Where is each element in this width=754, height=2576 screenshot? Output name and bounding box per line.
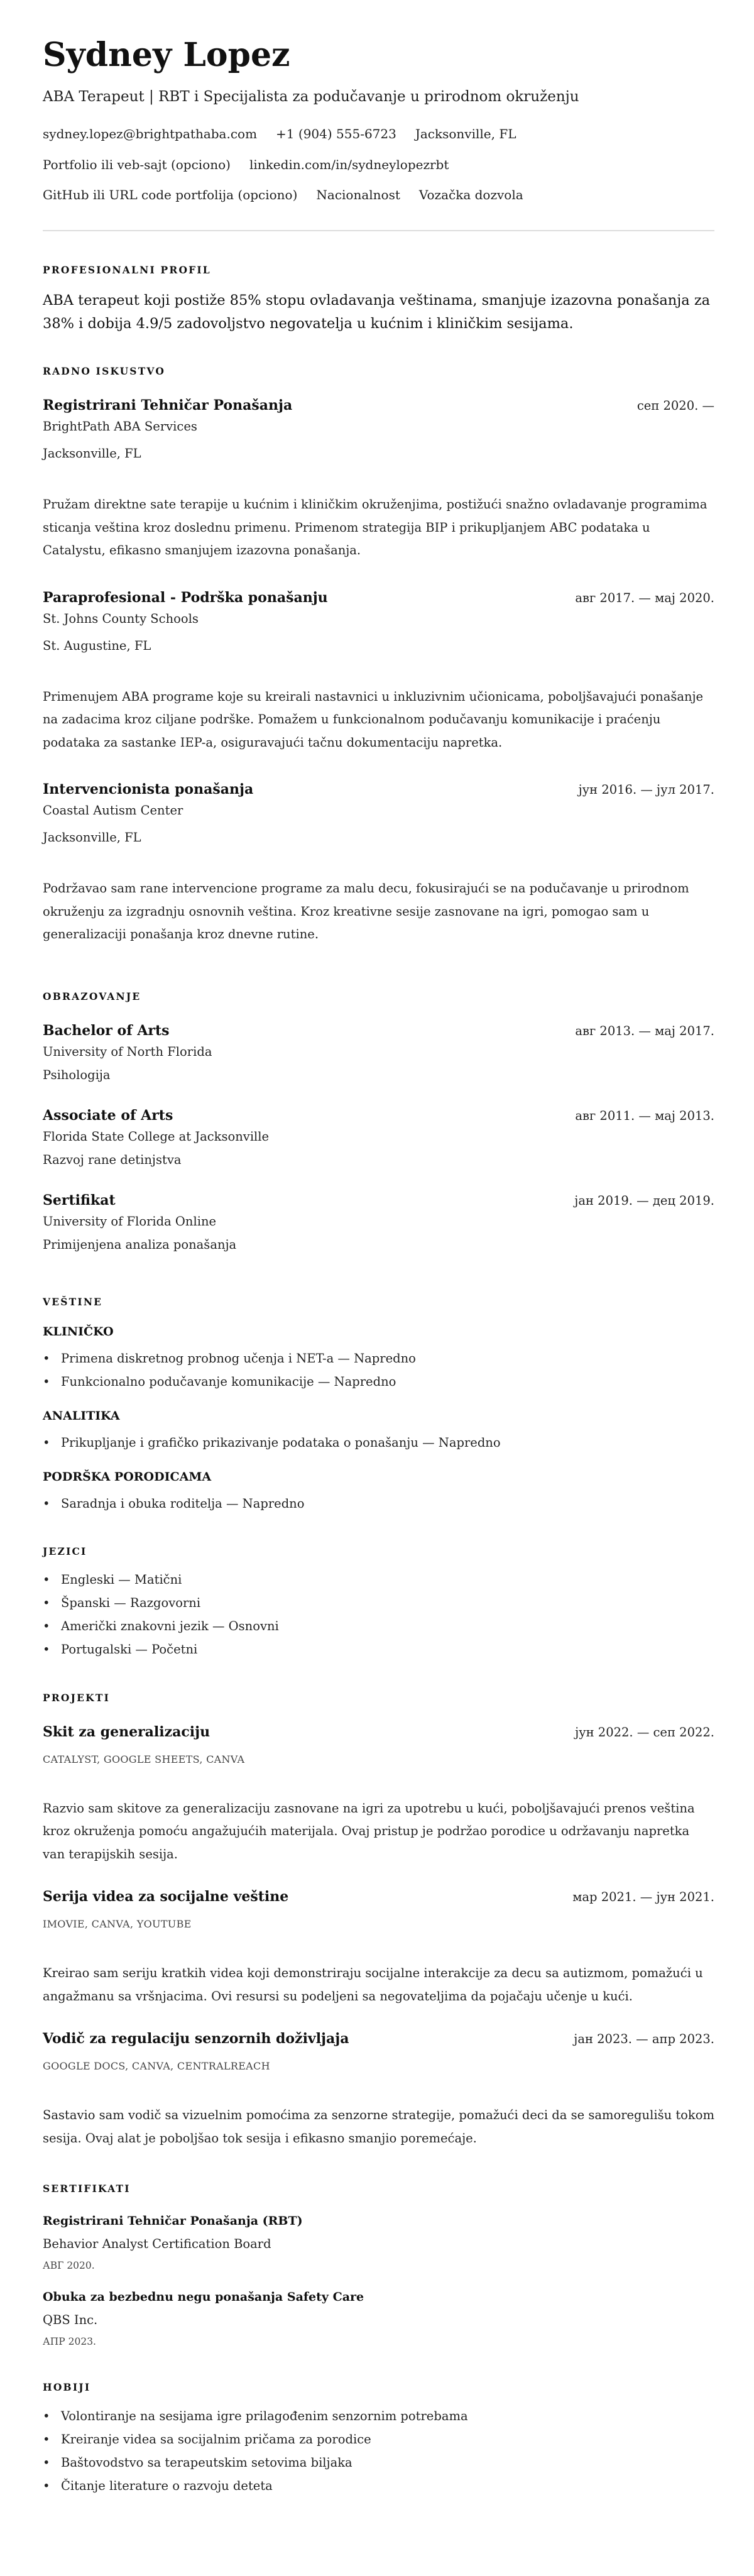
section-heading-profile: PROFESIONALNI PROFIL bbox=[43, 264, 211, 276]
education-entry bbox=[43, 1191, 714, 1254]
section-heading-skills: VEŠTINE bbox=[43, 1295, 103, 1308]
section-heading-projects: PROJEKTI bbox=[43, 1691, 111, 1704]
job-description: Primenujem ABA programe koje su kreirali nastavnici u inkluzivnim učionicama, poboljšavajući ponašanje na zadacima kroz ciljane podrške. Pomažem u funkcionalnom podučavanju komunikacije i praćenju podataka za sastanke IEP-a, osiguravajući tačnu dokumentaciju napretka. bbox=[43, 689, 704, 750]
skill-group-heading: PODRŠKA PORODICAMA bbox=[43, 1469, 212, 1484]
skill-group-heading: ANALITIKA bbox=[43, 1408, 120, 1423]
project-title: Skit za generalizaciju bbox=[43, 1723, 210, 1740]
certification-title: Obuka za bezbednu negu ponašanja Safety Care bbox=[43, 2290, 364, 2304]
job-location: Jacksonville, FL bbox=[43, 446, 141, 461]
hobby-item: • Čitanje literature o razvoju deteta bbox=[43, 2474, 714, 2497]
contact-row bbox=[43, 124, 714, 143]
location: Jacksonville, FL bbox=[415, 126, 516, 141]
skill-item: • Prikupljanje i grafičko prikazivanje podataka o ponašanju — Napredno bbox=[43, 1431, 714, 1454]
project-title: Serija videa za socijalne veštine bbox=[43, 1888, 289, 1905]
language-item: • Portugalski — Početni bbox=[43, 1638, 714, 1661]
phone: +1 (904) 555-6723 bbox=[276, 126, 396, 141]
company-name: Coastal Autism Center bbox=[43, 803, 183, 818]
certification-title: Registrirani Tehničar Ponašanja (RBT) bbox=[43, 2214, 303, 2228]
entry-header bbox=[43, 780, 714, 799]
job-title: Intervencionista ponašanja bbox=[43, 781, 254, 797]
linkedin-link[interactable]: linkedin.com/in/sydneylopezrbt bbox=[249, 157, 449, 172]
field-of-study: Razvoj rane detinjstva bbox=[43, 1152, 182, 1167]
hobby-item: • Kreiranje videa sa socijalnim pričama za porodice bbox=[43, 2428, 714, 2451]
project-dates: јун 2022. — сеп 2022. bbox=[575, 1724, 714, 1740]
hobbies-list bbox=[43, 2404, 714, 2497]
job-title: Paraprofesional - Podrška ponašanju bbox=[43, 589, 328, 606]
job-description: Podržavao sam rane intervencione programe za malu decu, fokusirajući se na podučavanje u prirodnom okruženju za izgradnju osnovnih veština. Kroz kreativne sesije zasnovane na igri, pomogao sam u generalizaciji ponašanja kroz dnevne rutine. bbox=[43, 881, 689, 941]
skill-group-list bbox=[43, 1431, 714, 1454]
company-name: St. Johns County Schools bbox=[43, 611, 199, 626]
divider bbox=[43, 230, 714, 231]
certification-issuer: Behavior Analyst Certification Board bbox=[43, 2237, 271, 2251]
certification-issuer: QBS Inc. bbox=[43, 2313, 98, 2327]
resume-page bbox=[0, 36, 754, 2497]
project-description: Kreirao sam seriju kratkih videa koji demonstriraju socijalne interakcije za decu sa autizmom, pomažući u angažmanu sa vršnjacima. Ovi resursi su podeljeni sa negovateljima da pojačaju učenje u kući. bbox=[43, 1966, 703, 2003]
degree-title: Bachelor of Arts bbox=[43, 1022, 170, 1039]
section-heading-hobbies: HOBIJI bbox=[43, 2381, 91, 2393]
language-item: • Španski — Razgovorni bbox=[43, 1591, 714, 1614]
entry-header bbox=[43, 396, 714, 415]
project-dates: мар 2021. — јун 2021. bbox=[572, 1890, 714, 1904]
experience-entry bbox=[43, 588, 714, 755]
candidate-name: Sydney Lopez bbox=[43, 36, 290, 74]
projects-list bbox=[43, 1723, 714, 2151]
job-dates: авг 2017. — мај 2020. bbox=[575, 590, 714, 605]
email[interactable]: sydney.lopez@brightpathaba.com bbox=[43, 126, 258, 141]
language-item: • Američki znakovni jezik — Osnovni bbox=[43, 1614, 714, 1638]
certifications-list bbox=[43, 2212, 714, 2349]
profile-summary: ABA terapeut koji postiže 85% stopu ovladavanja veštinama, smanjuje izazovna ponašanja za 38% i dobija 4.9/5 zadovoljstvo negovatelja u kućnim i kliničkim sesijama. bbox=[43, 292, 711, 332]
project-description: Razvio sam skitove za generalizaciju zasnovane na igri za upotrebu u kući, poboljšavajući prenos veština kroz okruženja pomoću angažujućih materijala. Ovaj pristup je podržao porodice u održavanju napretka van terapijskih sesija. bbox=[43, 1800, 695, 1861]
degree-title: Associate of Arts bbox=[43, 1107, 173, 1124]
skill-item: • Saradnja i obuka roditelja — Napredno bbox=[43, 1492, 714, 1515]
education-entry bbox=[43, 1106, 714, 1170]
languages-list bbox=[43, 1568, 714, 1661]
skill-item: • Funkcionalno podučavanje komunikacije — Napredno bbox=[43, 1370, 714, 1393]
hobby-item: • Baštovodstvo sa terapeutskim setovima biljaka bbox=[43, 2451, 714, 2474]
project-tech-stack: GOOGLE DOCS, CANVA, CENTRALREACH bbox=[43, 2060, 270, 2072]
entry-header bbox=[43, 1021, 714, 1041]
project-entry bbox=[43, 2029, 714, 2150]
education-list bbox=[43, 1021, 714, 1254]
project-entry bbox=[43, 1723, 714, 1866]
section-heading-education: OBRAZOVANJE bbox=[43, 990, 141, 1002]
skill-group-heading: KLINIČKO bbox=[43, 1324, 114, 1339]
job-location: Jacksonville, FL bbox=[43, 830, 141, 845]
project-description: Sastavio sam vodič sa vizuelnim pomoćima za senzorne strategije, pomažući deci da se samoregulišu tokom sesija. Ovaj alat je poboljšao tok sesija i efikasno smanjio poremećaje. bbox=[43, 2108, 714, 2146]
education-entry bbox=[43, 1021, 714, 1085]
experience-list bbox=[43, 396, 714, 946]
school-name: Florida State College at Jacksonville bbox=[43, 1129, 270, 1144]
skill-group-list bbox=[43, 1492, 714, 1515]
experience-entry bbox=[43, 780, 714, 946]
skill-group-list bbox=[43, 1347, 714, 1393]
job-dates: јун 2016. — јул 2017. bbox=[578, 782, 714, 797]
github-link[interactable]: GitHub ili URL code portfolija (opciono) bbox=[43, 187, 298, 202]
portfolio-link[interactable]: Portfolio ili veb-sajt (opciono) bbox=[43, 157, 231, 172]
certification-entry bbox=[43, 2288, 714, 2349]
drivers-license: Vozačka dozvola bbox=[418, 187, 523, 202]
education-dates: јан 2019. — дец 2019. bbox=[574, 1193, 714, 1208]
education-dates: авг 2013. — мај 2017. bbox=[575, 1023, 714, 1038]
job-dates: сеп 2020. — bbox=[637, 398, 714, 413]
entry-header bbox=[43, 2029, 714, 2049]
certification-date: АПР 2023. bbox=[43, 2336, 96, 2347]
project-tech-stack: IMOVIE, CANVA, YOUTUBE bbox=[43, 1918, 192, 1930]
entry-header bbox=[43, 1723, 714, 1742]
job-location: St. Augustine, FL bbox=[43, 638, 151, 653]
skills-list bbox=[43, 1324, 714, 1515]
section-heading-certifications: SERTIFIKATI bbox=[43, 2183, 131, 2195]
skill-item: • Primena diskretnog probnog učenja i NET-a — Napredno bbox=[43, 1347, 714, 1370]
project-dates: јан 2023. — апр 2023. bbox=[574, 2032, 714, 2046]
hobby-item: • Volontiranje na sesijama igre prilagođenim senzornim potrebama bbox=[43, 2404, 714, 2428]
candidate-headline: ABA Terapeut | RBT i Specijalista za podučavanje u prirodnom okruženju bbox=[43, 89, 579, 105]
section-heading-languages: JEZICI bbox=[43, 1545, 87, 1557]
company-name: BrightPath ABA Services bbox=[43, 419, 197, 434]
entry-header bbox=[43, 588, 714, 608]
project-tech-stack: CATALYST, GOOGLE SHEETS, CANVA bbox=[43, 1753, 245, 1765]
project-entry bbox=[43, 1887, 714, 2008]
certification-date: АВГ 2020. bbox=[43, 2260, 95, 2271]
contact-row bbox=[43, 155, 714, 174]
experience-entry bbox=[43, 396, 714, 562]
entry-header bbox=[43, 1887, 714, 1907]
entry-header bbox=[43, 1106, 714, 1126]
field-of-study: Primijenjena analiza ponašanja bbox=[43, 1237, 237, 1252]
project-title: Vodič za regulaciju senzornih doživljaja bbox=[43, 2031, 349, 2047]
field-of-study: Psihologija bbox=[43, 1067, 111, 1082]
job-title: Registrirani Tehničar Ponašanja bbox=[43, 397, 293, 414]
job-description: Pružam direktne sate terapije u kućnim i kliničkim okruženjima, postižući snažno ovladavanje programima sticanja veština kroz doslednu primenu. Primenom strategija BIP i prikupljanjem ABC podataka u Catalystu, efikasno smanjujem izazovna ponašanja. bbox=[43, 497, 708, 557]
education-dates: авг 2011. — мај 2013. bbox=[575, 1108, 714, 1123]
entry-header bbox=[43, 1191, 714, 1210]
section-heading-experience: RADNO ISKUSTVO bbox=[43, 365, 166, 377]
language-item: • Engleski — Matični bbox=[43, 1568, 714, 1591]
school-name: University of Florida Online bbox=[43, 1214, 217, 1229]
certification-entry bbox=[43, 2212, 714, 2273]
degree-title: Sertifikat bbox=[43, 1192, 116, 1209]
school-name: University of North Florida bbox=[43, 1044, 212, 1059]
nationality: Nacionalnost bbox=[316, 187, 400, 202]
contact-row bbox=[43, 185, 714, 204]
